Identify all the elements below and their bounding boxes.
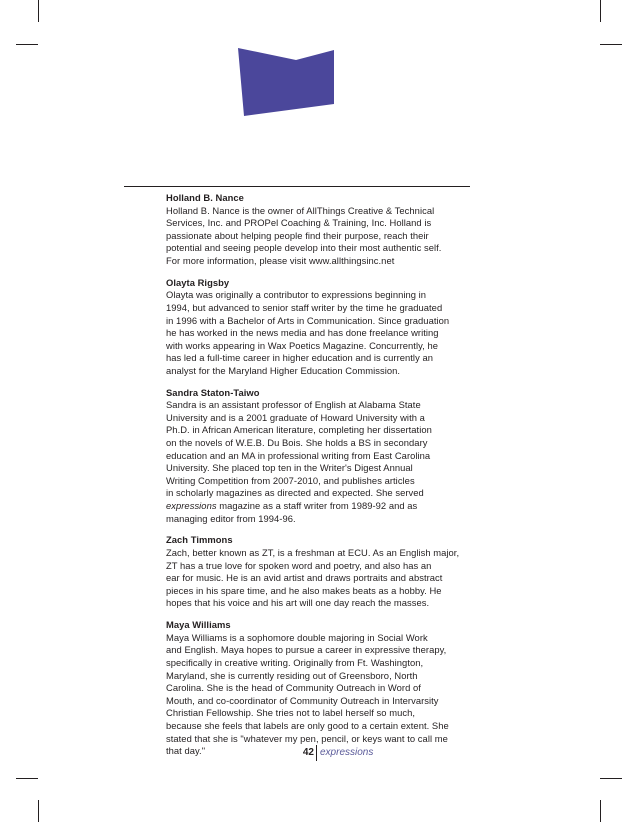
bio-name: Maya Williams — [166, 619, 231, 631]
bio-line: passionate about helping people find their purpose, reach their — [166, 229, 429, 241]
publication-name: expressions — [320, 747, 374, 758]
bio-holland-nance — [166, 192, 478, 268]
bio-line: Maryland, she is currently residing out of Greensboro, North — [166, 669, 418, 681]
bio-body — [166, 289, 478, 377]
bio-olayta-rigsby — [166, 277, 478, 378]
bio-line: Carolina. She is the head of Community Outreach in Word of — [166, 682, 421, 694]
top-rule — [124, 186, 470, 187]
banner-ribbon — [236, 46, 336, 116]
bio-line: stated that she is "whatever my pen, pencil, or keys want to call me — [166, 732, 448, 744]
crop-mark — [38, 0, 39, 22]
bio-line: For more information, please visit www.allthingsinc.net — [166, 254, 395, 266]
bio-line: Sandra is an assistant professor of English at Alabama State — [166, 399, 421, 411]
bio-line: Zach, better known as ZT, is a freshman at ECU. As an English major, — [166, 547, 460, 558]
crop-mark — [600, 0, 601, 22]
bio-line: Services, Inc. and PROPel Coaching & Training, Inc. Holland is — [166, 217, 432, 229]
bio-name: Zach Timmons — [166, 534, 233, 546]
bio-line: education and an MA in professional writing from East Carolina — [166, 449, 431, 461]
bio-line: Writing Competition from 2007-2010, and publishes articles — [166, 474, 415, 486]
bio-line: ZT has a true love for spoken word and poetry, and also has an — [166, 559, 432, 571]
bio-line: specifically in creative writing. Originally from Ft. Washington, — [166, 656, 424, 668]
bio-maya-williams — [166, 619, 478, 758]
bio-line: managing editor from 1994-96. — [166, 512, 296, 524]
crop-mark — [600, 778, 622, 779]
bio-line: Olayta was originally a contributor to expressions beginning in — [166, 289, 427, 301]
bio-zach-timmons — [166, 534, 478, 610]
magazine-title: expressions — [166, 500, 217, 512]
bio-line: analyst for the Maryland Higher Education Commission. — [166, 364, 401, 376]
bio-line: and English. Maya hopes to pursue a career in expressive therapy, — [166, 644, 447, 656]
bio-line: on the novels of W.E.B. Du Bois. She holds a BS in secondary — [166, 437, 428, 449]
bio-line: in scholarly magazines as directed and expected. She served — [166, 487, 424, 499]
bio-body — [166, 205, 478, 268]
bio-line: because she feels that labels are only good to a certain extent. She — [166, 719, 449, 731]
bio-line: Christian Fellowship. She tries not to label herself so much, — [166, 707, 415, 719]
bio-body — [166, 547, 478, 610]
bio-line-rest: magazine as a staff writer from 1989-92 and as — [216, 500, 418, 512]
bio-name: Sandra Staton-Taiwo — [166, 386, 260, 398]
crop-mark — [600, 44, 622, 45]
crop-mark — [600, 800, 601, 822]
bio-line: Holland B. Nance is the owner of AllThings Creative & Technical — [166, 204, 435, 216]
bio-line: Maya Williams is a sophomore double majoring in Social Work — [166, 631, 428, 643]
crop-mark — [16, 44, 38, 45]
bio-line: has led a full-time career in higher education and is currently an — [166, 352, 433, 364]
crop-mark — [38, 800, 39, 822]
bio-line: ear for music. He is an avid artist and draws portraits and abstract — [166, 572, 443, 584]
bio-line: University and is a 2001 graduate of Howard University with a — [166, 411, 425, 423]
bio-line: pieces in his spare time, and he also makes beats as a hobby. He — [166, 584, 442, 596]
bio-line: in 1996 with a Bachelor of Arts in Communication. Since graduation — [166, 314, 450, 326]
banner-shape — [238, 48, 334, 116]
bio-line: hopes that his voice and his art will one day reach the masses. — [166, 597, 430, 609]
bio-line: University. She placed top ten in the Writer's Digest Annual — [166, 462, 413, 474]
bio-line: Ph.D. in African American literature, completing her dissertation — [166, 424, 432, 436]
crop-mark — [16, 778, 38, 779]
bio-line: Mouth, and co-coordinator of Community Outreach in Intervarsity — [166, 694, 439, 706]
bio-body — [166, 399, 478, 525]
bio-line: with works appearing in Wax Poetics Magazine. Concurrently, he — [166, 339, 438, 351]
bio-name: Olayta Rigsby — [166, 276, 230, 288]
bio-name: Holland B. Nance — [166, 192, 244, 203]
bio-line: he has worked in the news media and has done freelance writing — [166, 327, 439, 339]
bio-line: that day." — [166, 745, 206, 757]
bio-line: 1994, but advanced to senior staff writer by the time he graduated — [166, 301, 443, 313]
page-number: 42 — [302, 747, 314, 758]
bio-sandra-staton-taiwo — [166, 387, 478, 526]
footer-divider — [316, 745, 317, 761]
bio-body — [166, 632, 478, 758]
page-footer — [0, 747, 638, 761]
bio-line — [166, 500, 478, 513]
contributor-bios — [166, 192, 478, 767]
bio-line: potential and seeing people develop into their most authentic self. — [166, 242, 442, 254]
